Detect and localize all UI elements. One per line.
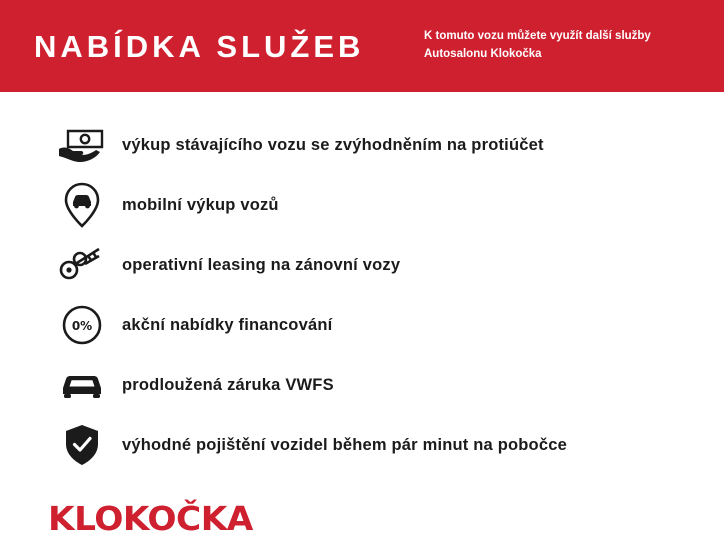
list-item-label: mobilní výkup vozů	[122, 195, 279, 214]
logo-text: KLOKOČKA	[48, 499, 253, 538]
list-item	[52, 296, 724, 354]
list-item-label: akční nabídky financování	[122, 315, 333, 334]
svg-text:0%: 0%	[71, 319, 93, 333]
shield-check-icon	[52, 420, 112, 470]
list-item	[52, 236, 724, 294]
list-item	[52, 116, 724, 174]
car-front-icon	[52, 360, 112, 410]
list-item	[52, 356, 724, 414]
page-title: NABÍDKA SLUŽEB	[34, 29, 365, 64]
list-item-label: operativní leasing na zánovní vozy	[122, 255, 401, 274]
list-item-label: výkup stávajícího vozu se zvýhodněním na protiúčet	[122, 135, 544, 154]
list-item-label: výhodné pojištění vozidel během pár minut na pobočce	[122, 435, 567, 454]
cash-hand-icon	[52, 120, 112, 170]
list-item-label: prodloužená záruka VWFS	[122, 375, 334, 394]
zero-percent-icon	[52, 300, 112, 350]
header-subtitle: K tomuto vozu můžete využít další služby Autosalonu Klokočka	[424, 30, 651, 60]
services-list	[0, 116, 724, 474]
car-pin-icon	[52, 180, 112, 230]
list-item	[52, 176, 724, 234]
page-header	[0, 0, 724, 92]
brand-logo	[48, 499, 253, 538]
list-item	[52, 416, 724, 474]
keys-icon	[52, 240, 112, 290]
